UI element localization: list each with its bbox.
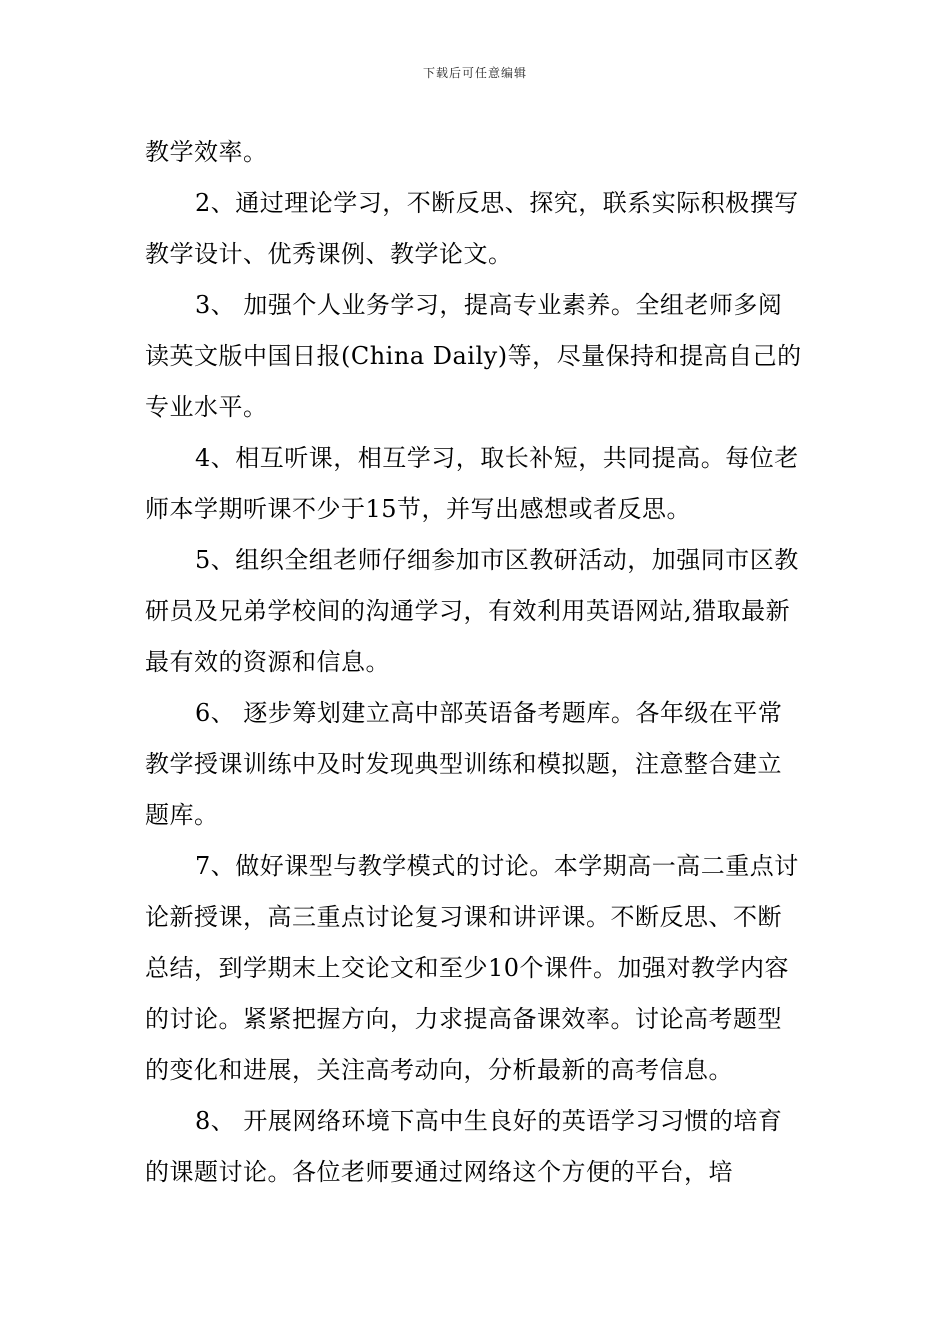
paragraph-item-3: 3、 加强个人业务学习，提高专业素养。全组老师多阅读英文版中国日报(China Daily)等，尽量保持和提高自己的专业水平。 xyxy=(145,291,802,421)
paragraph-item-8: 8、 开展网络环境下高中生良好的英语学习习惯的培育的课题讨论。各位老师要通过网络这个方便的平台，培 xyxy=(145,1107,783,1186)
paragraph-item-5: 5、组织全组老师仔细参加市区教研活动，加强同市区教研员及兄弟学校间的沟通学习，有效利用英语网站,猎取最新最有效的资源和信息。 xyxy=(145,546,799,676)
paragraph-item-2: 2、通过理论学习，不断反思、探究，联系实际积极撰写教学设计、优秀课例、教学论文。 xyxy=(145,189,799,268)
header-note: 下载后可任意编辑 xyxy=(422,66,527,80)
paragraph-continuation: 教学效率。 xyxy=(145,138,268,166)
paragraph-item-4: 4、相互听课，相互学习，取长补短，共同提高。每位老师本学期听课不少于15节，并写出感想或者反思。 xyxy=(145,444,799,523)
paragraph-item-7: 7、做好课型与教学模式的讨论。本学期高一高二重点讨论新授课，高三重点讨论复习课和讲评课。不断反思、不断总结，到学期末上交论文和至少10个课件。加强对教学内容的讨论。紧紧把握方向，力求提高备课效率。讨论高考题型的变化和进展，关注高考动向，分析最新的高考信息。 xyxy=(145,852,799,1084)
paragraph-item-6: 6、 逐步筹划建立高中部英语备考题库。各年级在平常教学授课训练中及时发现典型训练和模拟题，注意整合建立题库。 xyxy=(145,699,783,829)
document-body xyxy=(145,127,805,1198)
